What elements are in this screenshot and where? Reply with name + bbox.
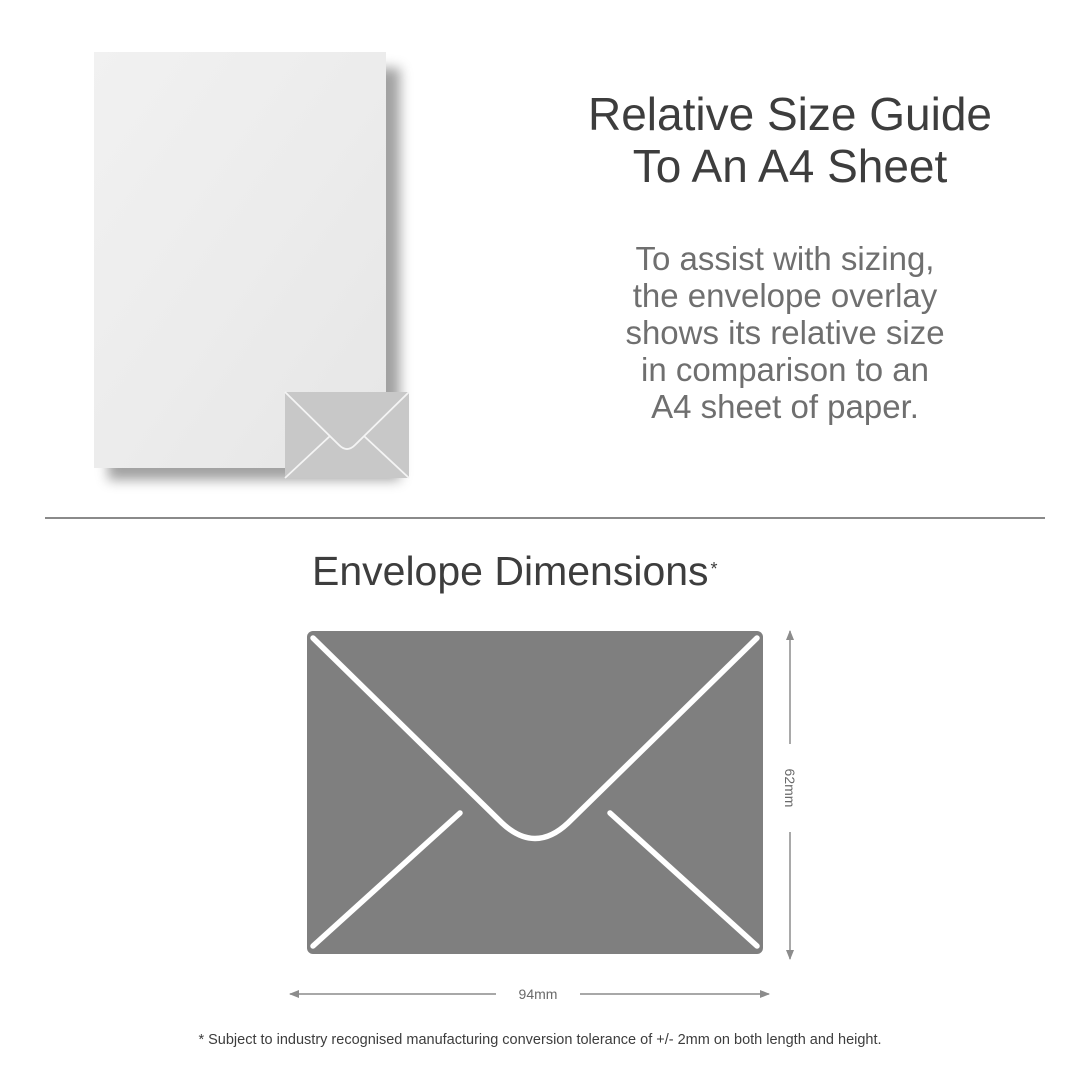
guide-title-line-2: To An A4 Sheet — [632, 140, 948, 192]
guide-title-line-1: Relative Size Guide — [588, 88, 992, 140]
guide-title — [530, 88, 1050, 192]
dimensions-title-asterisk: * — [710, 559, 718, 579]
section-divider — [45, 517, 1045, 519]
height-label: 62mm — [782, 768, 798, 808]
height-dimension — [782, 631, 798, 959]
dimensions-title — [312, 545, 718, 597]
a4-sheet-svg — [94, 52, 424, 502]
guide-description-line-3: shows its relative size — [625, 314, 945, 351]
width-dimension — [290, 986, 769, 1002]
envelope-dimensions-diagram — [290, 620, 810, 1010]
envelope-icon — [307, 631, 763, 954]
tolerance-footnote: * Subject to industry recognised manufacturing conversion tolerance of +/- 2mm on both length and height. — [198, 1032, 882, 1048]
guide-description-line-4: in comparison to an — [641, 351, 929, 388]
envelope-overlay-icon — [285, 392, 409, 478]
guide-description — [555, 240, 1015, 425]
envelope-diagram-svg — [290, 620, 810, 1010]
a4-sheet-illustration — [94, 52, 424, 502]
envelope-body — [307, 631, 763, 954]
guide-description-line-5: A4 sheet of paper. — [651, 388, 919, 425]
width-label: 94mm — [518, 986, 558, 1002]
dimensions-title-text: Envelope Dimensions — [312, 548, 709, 594]
guide-description-line-2: the envelope overlay — [632, 277, 938, 314]
guide-description-line-1: To assist with sizing, — [635, 240, 935, 277]
